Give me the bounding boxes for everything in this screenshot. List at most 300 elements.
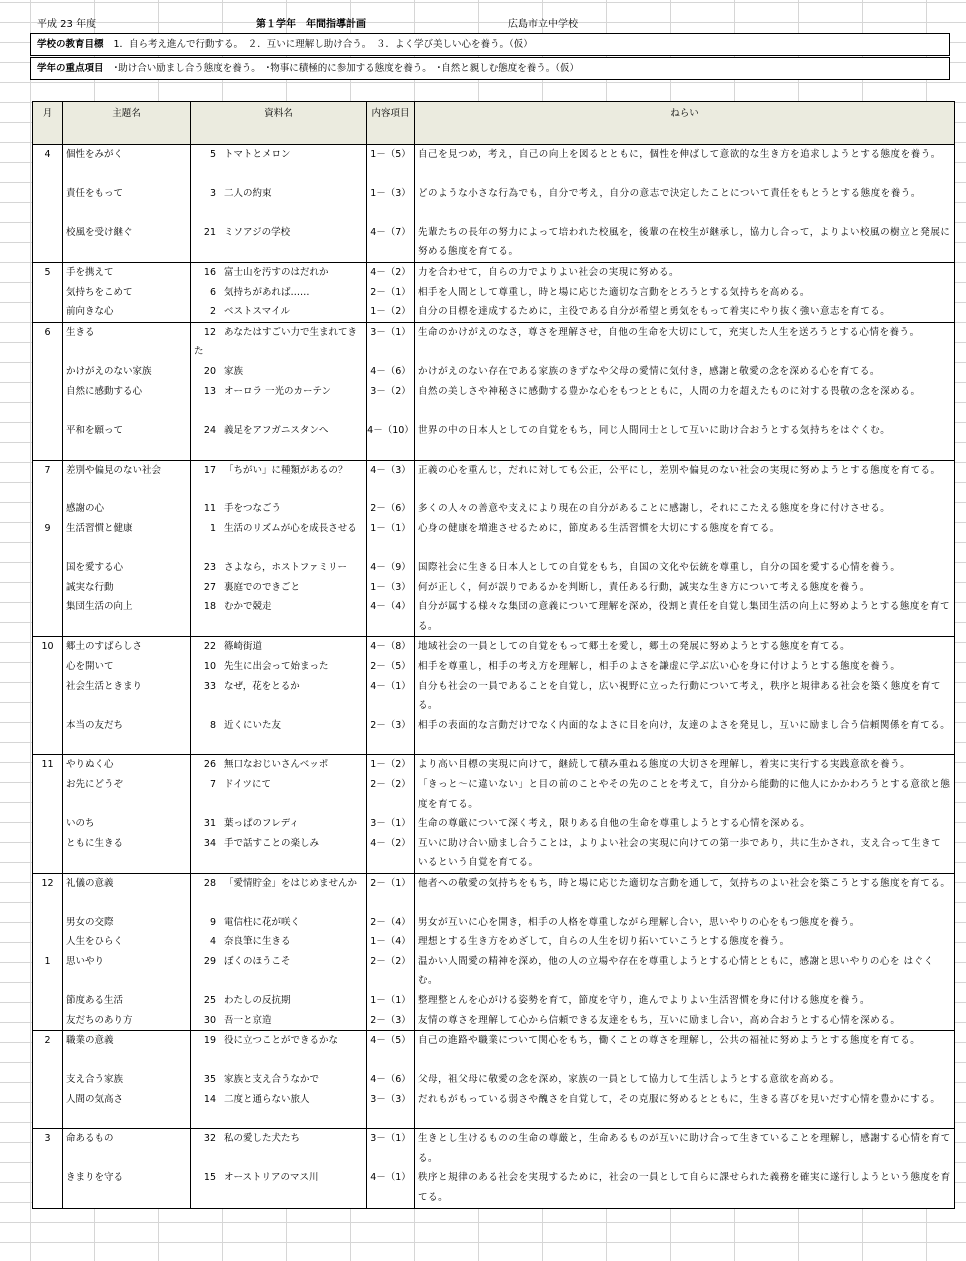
material-cell [191, 184, 367, 223]
theme-theme: かけがえのない家族 [66, 366, 152, 378]
material-cell [191, 145, 367, 184]
month-cell [33, 302, 63, 322]
theme-cell [63, 1011, 191, 1031]
material-material: 裏庭でのできごと [224, 581, 301, 593]
material-no: 10 [203, 660, 216, 672]
table-row [33, 1011, 955, 1031]
content-content: 2－（3） [370, 719, 411, 731]
material-material: 電信柱に花が咲く [224, 916, 301, 928]
material-no: 25 [203, 995, 216, 1007]
theme-cell [63, 1031, 191, 1070]
annual-plan-table [32, 101, 955, 1209]
material-no: 35 [203, 1073, 216, 1085]
month-cell [33, 322, 63, 362]
table-row [33, 184, 955, 223]
month-cell [33, 1031, 63, 1070]
content-content: 4－（3） [370, 464, 411, 476]
theme-theme: 国を愛する心 [66, 561, 124, 573]
material-cell [191, 677, 367, 716]
table-row [33, 913, 955, 933]
content-cell [367, 952, 415, 991]
material-cell [191, 637, 367, 657]
aim-cell [415, 952, 955, 991]
theme-cell [63, 952, 191, 991]
content-content: 4－（9） [370, 561, 411, 573]
content-cell [367, 558, 415, 578]
aim-aim: 秩序と規律のある社会を実現するために，社会の一員として自らに課せられた義務を確実に遂行しようという態度を育てる。 [418, 1172, 951, 1203]
table-row [33, 499, 955, 519]
table-row [33, 302, 955, 322]
material-no: 16 [203, 267, 216, 279]
header-month: 月 [33, 102, 63, 145]
month-cell [33, 932, 63, 952]
aim-aim: 他者への敬愛の気持ちをもち，時と場に応じた適切な言動を通して，気持ちのよい社会を築こうとする態度を育てる。 [418, 877, 951, 889]
material-cell [191, 775, 367, 814]
table-row [33, 637, 955, 657]
content-cell [367, 263, 415, 283]
content-cell [367, 597, 415, 637]
aim-cell [415, 913, 955, 933]
aim-cell [415, 145, 955, 184]
material-material: ぼくのほうこそ [224, 955, 291, 967]
content-content: 2－（5） [370, 660, 411, 672]
content-cell [367, 775, 415, 814]
month-cell [33, 913, 63, 933]
theme-theme: 個性をみがく [66, 149, 124, 160]
content-cell [367, 755, 415, 775]
aim-aim: 「きっと～に違いない」と目の前のことやその先のことを考えて，自分から能動的に他人にかかわろうとする意欲と態度を育てる。 [418, 779, 951, 810]
month-cell [33, 558, 63, 578]
aim-cell [415, 578, 955, 598]
month-cell [33, 755, 63, 775]
content-cell [367, 1168, 415, 1208]
material-no: 22 [203, 641, 216, 653]
theme-cell [63, 814, 191, 834]
content-content: 1－（3） [370, 187, 411, 199]
theme-theme: 手を携えて [66, 267, 114, 279]
aim-cell [415, 302, 955, 322]
page-title: 第１学年 年間指導計画 [256, 19, 366, 30]
content-content: 1－（1） [370, 995, 411, 1007]
aim-aim: 友情の尊さを理解して心から信頼できる友達をもち，互いに励まし合い，高め合おうとする心情を深める。 [418, 1014, 901, 1026]
aim-cell [415, 499, 955, 519]
content-cell [367, 184, 415, 223]
month-cell [33, 873, 63, 912]
content-content: 3－（2） [370, 385, 411, 397]
table-row [33, 814, 955, 834]
table-row [33, 1129, 955, 1169]
theme-cell [63, 460, 191, 499]
material-cell [191, 1031, 367, 1070]
aim-aim: 父母，祖父母に敬愛の念を深め，家族の一員として協力して生活しようとする意欲を高める。 [418, 1073, 840, 1085]
content-content: 3－（3） [370, 1093, 411, 1105]
aim-aim: 心身の健康を増進させるために，節度ある生活習慣を大切にする態度を育てる。 [418, 522, 780, 534]
theme-cell [63, 263, 191, 283]
material-material: 二人の約束 [224, 187, 272, 199]
material-material: さよなら，ホストファミリー [224, 561, 348, 573]
material-cell [191, 1011, 367, 1031]
theme-cell [63, 1070, 191, 1090]
school-name: 広島市立中学校 [508, 19, 578, 30]
theme-cell [63, 637, 191, 657]
aim-cell [415, 558, 955, 578]
content-content: 4－（5） [370, 1035, 411, 1047]
table-row [33, 1090, 955, 1129]
material-no: 11 [203, 503, 216, 515]
aim-cell [415, 519, 955, 558]
material-no: 2 [209, 306, 216, 318]
month-cell [33, 677, 63, 716]
table-row [33, 460, 955, 499]
material-no: 26 [203, 759, 216, 771]
theme-theme: 感謝の心 [66, 503, 105, 515]
material-cell [191, 421, 367, 460]
aim-cell [415, 460, 955, 499]
material-material: 近くにいた友 [224, 719, 282, 731]
table-row [33, 755, 955, 775]
material-no: 3 [209, 187, 216, 199]
content-content: 2－（2） [370, 955, 411, 967]
table-row [33, 362, 955, 382]
material-no: 33 [203, 680, 216, 692]
material-no: 20 [203, 366, 216, 378]
theme-theme: 平和を願って [66, 424, 124, 436]
month-cell [33, 991, 63, 1011]
aim-aim: より高い目標の実現に向けて，継続して積み重ねる態度の大切さを理解し，着実に実行する実践意欲を養う。 [418, 759, 911, 771]
theme-cell [63, 322, 191, 362]
aim-aim: 正義の心を重んじ，だれに対しても公正，公平にし，差別や偏見のない社会の実現に努めようとする態度を育てる。 [418, 464, 941, 476]
material-material: 「ちがい」に種類があるの？ [224, 464, 348, 476]
material-no: 8 [209, 719, 216, 731]
material-no: 13 [203, 385, 216, 397]
material-no: 5 [209, 149, 216, 160]
material-cell [191, 460, 367, 499]
header-material: 資料名 [191, 102, 367, 145]
aim-cell [415, 834, 955, 874]
theme-theme: 友だちのあり方 [66, 1014, 133, 1026]
content-content: 1－（2） [370, 759, 411, 771]
table-row [33, 597, 955, 637]
content-content: 2－（3） [370, 1014, 411, 1026]
material-no: 28 [203, 877, 216, 889]
material-no: 7 [209, 779, 216, 790]
material-material: 気持ちがあれば…… [224, 286, 310, 298]
material-cell [191, 991, 367, 1011]
theme-cell [63, 421, 191, 460]
theme-theme: やりぬく心 [66, 759, 114, 771]
table-row [33, 677, 955, 716]
material-material: わたしの反抗期 [224, 995, 291, 1007]
aim-aim: だれもがもっている弱さや醜さを自覚して，その克服に努めるとともに，生きる喜びを見いだす心情を豊かにする。 [418, 1093, 941, 1105]
material-no: 1 [209, 522, 216, 534]
theme-theme: 思いやり [66, 955, 105, 967]
aim-cell [415, 597, 955, 637]
month-month: 3 [44, 1133, 51, 1145]
header-aim: ねらい [415, 102, 955, 145]
theme-cell [63, 1090, 191, 1129]
table-row [33, 873, 955, 912]
material-cell [191, 223, 367, 263]
table-header-row [33, 102, 955, 145]
content-cell [367, 932, 415, 952]
aim-cell [415, 1031, 955, 1070]
theme-cell [63, 302, 191, 322]
aim-aim: どのような小さな行為でも，自分で考え，自分の意志で決定したことについて責任をもとうとする態度を養う。 [418, 187, 921, 199]
month-cell [33, 1168, 63, 1208]
theme-theme: 前向きな心 [66, 306, 114, 318]
month-cell [33, 263, 63, 283]
content-cell [367, 873, 415, 912]
month-cell [33, 184, 63, 223]
material-cell [191, 1129, 367, 1169]
aim-cell [415, 932, 955, 952]
table-row [33, 382, 955, 421]
material-material: 家族と支え合うなかで [224, 1073, 320, 1085]
table-row [33, 145, 955, 184]
theme-cell [63, 873, 191, 912]
aim-cell [415, 755, 955, 775]
material-cell [191, 1070, 367, 1090]
theme-theme: 誠実な行動 [66, 581, 114, 593]
month-month: 4 [44, 149, 51, 160]
content-content: 4－（2） [370, 837, 411, 849]
content-cell [367, 637, 415, 657]
content-content: 4－（2） [370, 267, 411, 279]
month-month: 11 [41, 759, 54, 771]
content-cell [367, 1031, 415, 1070]
theme-theme: 人間の気高さ [66, 1093, 124, 1105]
aim-aim: 地域社会の一員としての自覚をもって郷土を愛し，郷土の発展に努めようとする態度を育てる。 [418, 641, 851, 653]
month-cell [33, 362, 63, 382]
theme-theme: 支え合う家族 [66, 1073, 124, 1085]
fiscal-year: 平成 23 年度 [37, 19, 97, 30]
content-cell [367, 283, 415, 303]
content-content: 4－（7） [370, 226, 411, 238]
material-no: 15 [203, 1172, 216, 1184]
material-no: 34 [203, 837, 216, 849]
theme-theme: いのち [66, 818, 95, 830]
material-no: 21 [203, 226, 216, 238]
content-cell [367, 499, 415, 519]
content-content: 4－（10） [367, 424, 414, 436]
material-material: なぜ，花をとるか [224, 680, 300, 692]
material-cell [191, 597, 367, 637]
month-month: 9 [44, 522, 51, 534]
aim-aim: 相手を尊重し，相手の考え方を理解し，相手のよさを謙虚に学ぶ広い心を身に付けようとする態度を養う。 [418, 660, 901, 672]
material-material: 奈良筆に生きる [224, 936, 291, 948]
aim-cell [415, 1011, 955, 1031]
school-goals-text: 1．自ら考え進んで行動する。 ２．互いに理解し助け合う。 ３．よく学び美しい心を養う。（仮） [113, 39, 533, 50]
aim-cell [415, 1129, 955, 1169]
aim-cell [415, 382, 955, 421]
material-material: 生活のリズムが心を成長させる [224, 522, 357, 534]
material-no: 23 [203, 561, 216, 573]
theme-theme: お先にどうぞ [66, 779, 124, 790]
theme-theme: 男女の交際 [66, 916, 114, 928]
aim-aim: 相手を人間として尊重し，時と場に応じた適切な言動をとろうとする気持ちを高める。 [418, 286, 810, 298]
theme-theme: 集団生活の向上 [66, 601, 133, 613]
content-cell [367, 460, 415, 499]
table-row [33, 834, 955, 874]
material-material: 役に立つことができるかな [224, 1035, 339, 1047]
material-no: 31 [203, 818, 216, 830]
aim-aim: 生命のかけがえのなさ，尊さを理解させ，自他の生命を大切にして，充実した人生を送ろうとする心情を養う。 [418, 326, 920, 338]
month-month: 1 [44, 955, 51, 967]
theme-cell [63, 1168, 191, 1208]
month-cell [33, 775, 63, 814]
month-cell [33, 1011, 63, 1031]
theme-theme: 自然に感動する心 [66, 385, 143, 397]
content-content: 4－（8） [370, 641, 411, 653]
aim-aim: 力を合わせて，自らの力でよりよい社会の実現に努める。 [418, 267, 680, 279]
material-no: 6 [209, 286, 216, 298]
material-material: トマトとメロン [224, 149, 291, 160]
content-cell [367, 223, 415, 263]
material-material: 葉っぱのフレディ [224, 818, 299, 830]
content-cell [367, 578, 415, 598]
content-cell [367, 382, 415, 421]
aim-aim: 自己を見つめ，考え，自己の向上を図るとともに，個性を伸ばして意欲的な生き方を追求しようとする態度を養う。 [418, 149, 941, 160]
table-row [33, 421, 955, 460]
aim-aim: 生きとし生けるものの生命の尊厳と，生命あるものが互いに助け合って生きていることを理解し，感謝する心情を育てる。 [418, 1133, 951, 1164]
material-material: 二度と通らない旅人 [224, 1093, 310, 1105]
material-material: ミソアジの学校 [224, 226, 291, 238]
month-cell [33, 716, 63, 755]
material-material: 手をつなごう [224, 503, 282, 515]
aim-aim: 自分の目標を達成するために，主役である自分が希望と勇気をもって着実にやり抜く強い意志を育てる。 [418, 306, 891, 318]
theme-cell [63, 145, 191, 184]
aim-aim: かけがえのない存在である家族のきずなや父母の愛情に気付き，感謝と敬愛の念を深める心を育てる。 [418, 366, 880, 378]
table-body [33, 145, 955, 1209]
aim-cell [415, 1168, 955, 1208]
table-row [33, 519, 955, 558]
theme-cell [63, 283, 191, 303]
table-row [33, 578, 955, 598]
material-no: 30 [203, 1014, 216, 1026]
table-row [33, 657, 955, 677]
content-cell [367, 834, 415, 874]
aim-aim: 先輩たちの長年の努力によって培われた校風を，後輩の在校生が継承し，協力し合って，よりよい校風の樹立と発展に努める態度を育てる。 [418, 226, 951, 258]
content-cell [367, 1129, 415, 1169]
material-material: オーロラ 一光のカーテン [224, 385, 332, 397]
table-row [33, 775, 955, 814]
content-content: 3－（1） [370, 1133, 411, 1145]
content-content: 2－（2） [370, 779, 411, 790]
month-cell [33, 637, 63, 657]
theme-cell [63, 558, 191, 578]
table-row [33, 263, 955, 283]
content-cell [367, 657, 415, 677]
material-no: 27 [203, 581, 216, 593]
material-no: 32 [203, 1133, 216, 1145]
aim-aim: 何が正しく，何が誤りであるかを判断し，責任ある行動，誠実な生き方について考える態度を養う。 [418, 581, 870, 593]
material-material: 手で話すことの楽しみ [224, 837, 320, 849]
theme-cell [63, 677, 191, 716]
material-cell [191, 952, 367, 991]
material-material: むかで競走 [224, 601, 272, 613]
content-content: 1－（1） [370, 522, 411, 534]
material-material: 家族 [224, 366, 244, 378]
material-cell [191, 913, 367, 933]
content-content: 2－（6） [370, 503, 411, 515]
material-cell [191, 558, 367, 578]
material-material: 富士山を汚すのはだれか [224, 267, 329, 279]
content-content: 1－（2） [370, 306, 411, 318]
content-content: 1－（4） [370, 936, 411, 948]
theme-cell [63, 578, 191, 598]
theme-cell [63, 597, 191, 637]
school-goals-label: 学校の教育目標 [37, 39, 104, 50]
table-row [33, 283, 955, 303]
month-cell [33, 421, 63, 460]
theme-theme: 礼儀の意義 [66, 877, 114, 889]
aim-cell [415, 184, 955, 223]
aim-cell [415, 1090, 955, 1129]
content-cell [367, 322, 415, 362]
month-cell [33, 1090, 63, 1129]
theme-cell [63, 775, 191, 814]
material-no: 9 [209, 916, 216, 928]
grade-focus-label: 学年の重点項目 [37, 63, 104, 74]
material-cell [191, 834, 367, 874]
content-content: 3－（1） [370, 326, 411, 338]
theme-theme: 命あるもの [66, 1133, 114, 1145]
table-row [33, 558, 955, 578]
theme-cell [63, 932, 191, 952]
theme-cell [63, 913, 191, 933]
school-goals-box [30, 33, 950, 56]
theme-theme: 責任をもって [66, 187, 124, 199]
theme-theme: 節度ある生活 [66, 995, 124, 1007]
month-cell [33, 814, 63, 834]
month-month: 5 [44, 267, 51, 279]
aim-cell [415, 1070, 955, 1090]
theme-cell [63, 834, 191, 874]
aim-aim: 理想とする生き方をめざして，自らの人生を切り拓いていこうとする態度を養う。 [418, 936, 790, 948]
theme-theme: 人生をひらく [66, 936, 124, 948]
aim-cell [415, 223, 955, 263]
aim-cell [415, 775, 955, 814]
material-material: オーストリアのマス川 [224, 1172, 319, 1184]
content-cell [367, 677, 415, 716]
table-row [33, 322, 955, 362]
aim-aim: 自分が属する様々な集団の意義について理解を深め，役割と責任を自覚し集団生活の向上に努めようとする態度を育てる。 [418, 601, 951, 632]
month-cell [33, 519, 63, 558]
month-month: 7 [44, 464, 51, 476]
material-material: 「愛情貯金」をはじめませんか [224, 877, 358, 889]
content-content: 4－（1） [370, 1172, 411, 1184]
content-cell [367, 1070, 415, 1090]
table-row [33, 1031, 955, 1070]
theme-cell [63, 499, 191, 519]
content-cell [367, 362, 415, 382]
material-cell [191, 283, 367, 303]
theme-cell [63, 223, 191, 263]
material-cell [191, 873, 367, 912]
aim-cell [415, 716, 955, 755]
month-cell [33, 657, 63, 677]
aim-aim: 自然の美しさや神秘さに感動する豊かな心をもつとともに，人間の力を超えたものに対する畏敬の念を深める。 [418, 385, 921, 397]
aim-cell [415, 814, 955, 834]
theme-cell [63, 991, 191, 1011]
material-material: ドイツにて [224, 779, 272, 790]
material-cell [191, 932, 367, 952]
content-content: 1－（5） [370, 149, 411, 160]
theme-theme: ともに生きる [66, 837, 124, 849]
aim-aim: 互いに助け合い励まし合うことは，よりよい社会の実現に向けての第一歩であり，共に生かされ，支え合って生きているという自覚を育てる。 [418, 837, 942, 869]
header-content: 内容項目 [367, 102, 415, 145]
month-month: 12 [41, 877, 54, 889]
